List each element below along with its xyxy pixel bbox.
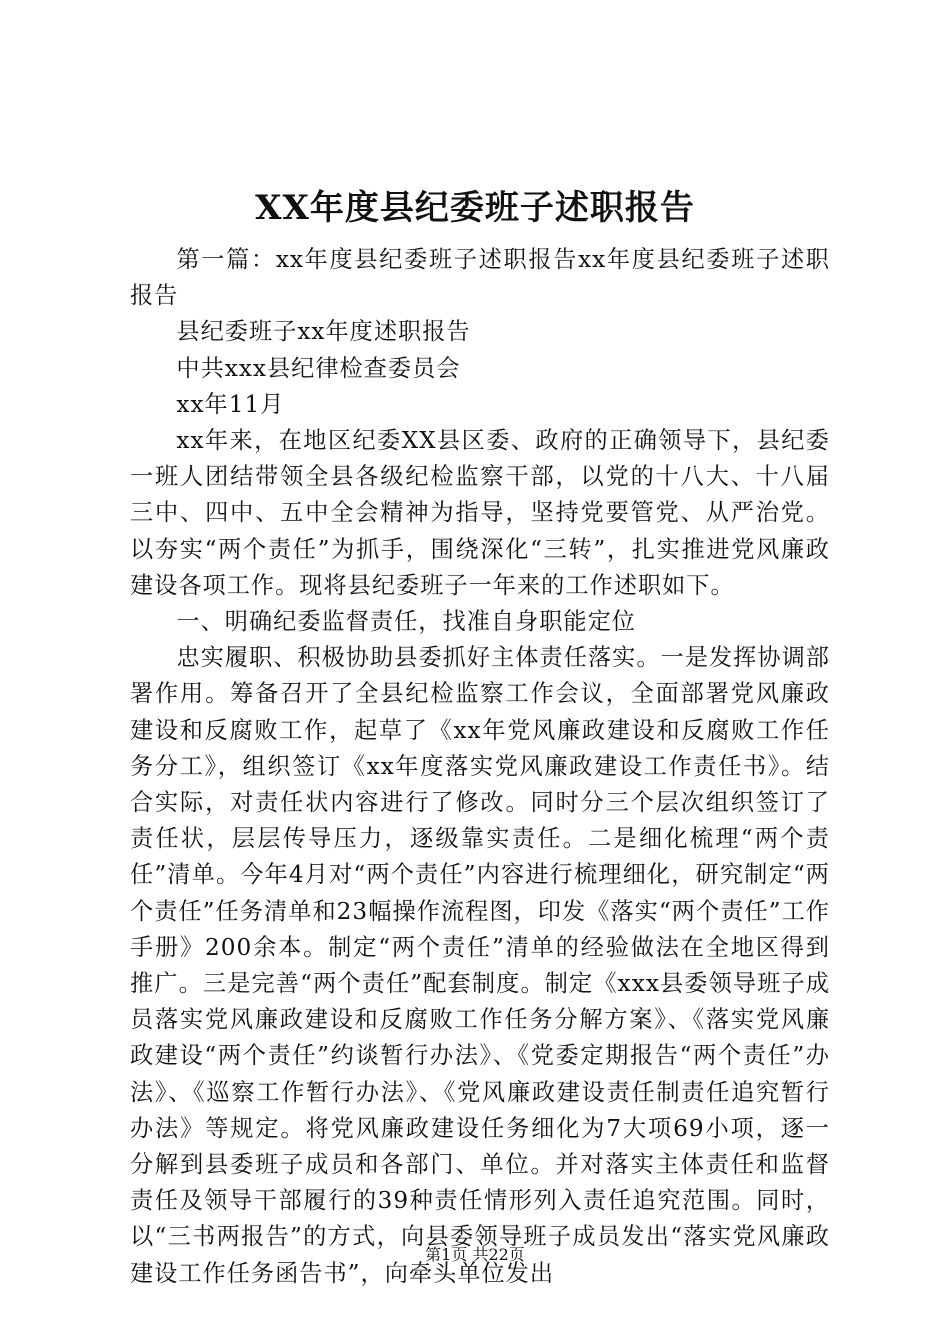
paragraph-chapter-heading: 第一篇：xx年度县纪委班子述职报告xx年度县纪委班子述职报告	[130, 246, 830, 310]
paragraph-intro: xx年来，在地区纪委XX县区委、政府的正确领导下，县纪委一班人团结带领全县各级纪检监察干部，以党的十八大、十八届三中、四中、五中全会精神为指导，坚持党要管党、从严治党。以夯实“两个责任”为抓手，围绕深化“三转”，扎实推进党风廉政建设各项工作。现将县纪委班子一年来的工作述职如下。	[130, 427, 830, 599]
paragraph-organization: 中共xxx县纪律检查委员会	[176, 354, 461, 382]
paragraph-report-title: 县纪委班子xx年度述职报告	[176, 318, 471, 346]
section-heading-1: 一、明确纪委监督责任，找准自身职能定位	[176, 608, 636, 636]
document-title: XX年度县纪委班子述职报告	[255, 188, 695, 228]
paragraph-date: xx年11月	[176, 390, 285, 418]
document-body	[130, 242, 830, 1292]
paragraph-section-1-body: 忠实履职、积极协助县委抓好主体责任落实。一是发挥协调部署作用。筹备召开了全县纪检监察工作会议，全面部署党风廉政建设和反腐败工作，起草了《xx年党风廉政建设和反腐败工作任务分工》，组织签订《xx年度落实党风廉政建设工作责任书》。结合实际，对责任状内容进行了修改。同时分三个层次组织签订了责任状，层层传导压力，逐级靠实责任。二是细化梳理“两个责任”清单。今年4月对“两个责任”内容进行梳理细化，研究制定“两个责任”任务清单和23幅操作流程图，印发《落实“两个责任”工作手册》200余本。制定“两个责任”清单的经验做法在全地区得到推广。三是完善“两个责任”配套制度。制定《xxx县委领导班子成员落实党风廉政建设和反腐败工作任务分解方案》、《落实党风廉政建设“两个责任”约谈暂行办法》、《党委定期报告“两个责任”办法》、《巡察工作暂行办法》、《党风廉政建设责任制责任追究暂行办法》等规定。将党风廉政建设任务细化为7大项69小项，逐一分解到县委班子成员和各部门、单位。并对落实主体责任和监督责任及领导干部履行的39种责任情形列入责任追究范围。同时，以“三书两报告”的方式，向县委领导班子成员发出“落实党风廉政建设工作任务函告书”，向牵头单位发出	[130, 644, 830, 1287]
page-number-footer: 第1页 共22页	[425, 1245, 525, 1264]
